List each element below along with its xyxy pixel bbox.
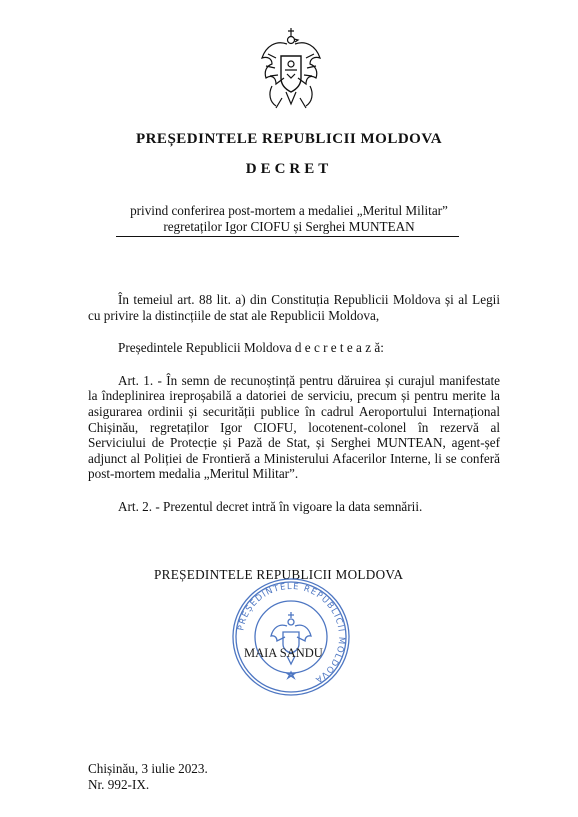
document-type-heading: DECRET (245, 161, 333, 177)
subject-line-1: privind conferirea post-mortem a medaliei „Meritul Militar” (130, 203, 448, 218)
place-and-date: Chișinău, 3 iulie 2023. (88, 761, 208, 776)
signatory-name: MAIA SANDU (244, 646, 323, 660)
subject-block (108, 203, 470, 235)
preamble-paragraph: În temeiul art. 88 lit. a) din Constituția Republicii Moldova și al Legii cu privire la distincțiile de stat ale Republicii Moldova, (88, 292, 500, 323)
article-2-paragraph: Art. 2. - Prezentul decret intră în vigoare la data semnării. (118, 498, 423, 514)
subject-underline (116, 236, 459, 237)
decree-line: Președintele Republicii Moldova d e c r e t e a z ă: (118, 340, 384, 356)
decree-number: Nr. 992-IX. (88, 777, 150, 792)
article-1-paragraph: Art. 1. - În semn de recunoștință pentru dăruirea și curajul manifestate la îndeplinirea ireproșabilă a datoriei de serviciu, precum și pentru merite la asigurarea ordinii și securității publice în cadrul Aeroportului Internațional Chișinău, regretaților Igor CIOFU, locotenent-colonel în rezervă al Serviciului de Protecție și Pază de Stat, și Serghei MUNTEAN, agent-șef adjunct al Poliției de Frontieră a Ministerului Afacerilor Interne, li se conferă post-mortem medalia „Meritul Militar”. (88, 372, 500, 482)
coat-of-arms-icon (258, 26, 324, 118)
seal-text: PREȘEDINTELE REPUBLICII MOLDOVA (236, 581, 347, 685)
decree-body (88, 292, 500, 515)
subject-line-2: regretaților Igor CIOFU și Serghei MUNTEAN (163, 219, 415, 234)
signature-title: PREȘEDINTELE REPUBLICII MOLDOVA (154, 567, 404, 582)
institution-heading: PREȘEDINTELE REPUBLICII MOLDOVA (135, 131, 443, 147)
official-seal-icon (230, 576, 352, 698)
